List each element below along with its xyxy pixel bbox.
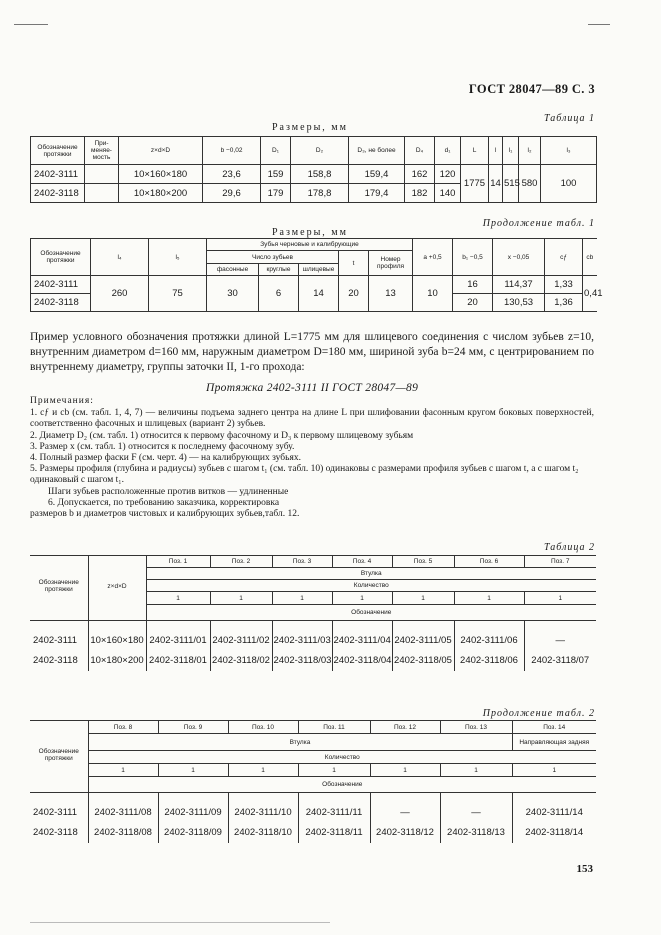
t2-h-zdD: z×d×D [88,568,146,605]
t2-h-pos3: Поз. 3 [272,556,332,568]
t1-r2-applicability [85,184,119,203]
t2b-r1-pos13: — [440,803,512,823]
t2-spacer-4 [210,621,272,631]
t2b-r2-pos9: 2402-3118/09 [158,823,228,843]
t1-r1-D1: 159 [261,165,291,184]
t2b-spacer-5 [298,793,370,803]
t1-r1-D2: 158,8 [291,165,349,184]
t1b-h-shlitsevye: шлицевые [299,264,339,276]
t1-r2-D4: 182 [405,184,435,203]
t1-r1-d1: 120 [435,165,461,184]
table2b-caption: Продолжение табл. 2 [482,708,595,719]
t2-h-pos6: Поз. 6 [454,556,524,568]
t2b-h-designation-top [30,721,88,734]
t1b-a: 10 [413,276,453,312]
t2-h-count-2: 1 [210,592,272,605]
t2b-h-count-10: 1 [228,764,298,777]
t1b-h-count-group: Число зубьев [207,251,339,264]
t2b-h-pos14: Поз. 14 [512,721,596,734]
t2-spacer-5 [272,621,332,631]
t1-r2-zdD: 10×180×200 [119,184,203,203]
table1b-subtitle: Размеры, мм [272,227,348,238]
t2-h-designation-top [30,556,88,568]
t2b-spacer-2 [88,793,158,803]
note-3: 3. Размер x (см. табл. 1) относится к последнему фасочному зубу. [30,442,295,452]
t2-h-count-1: 1 [146,592,210,605]
t2-r2-pos3: 2402-3118/03 [272,651,332,671]
t1-r2-D1: 179 [261,184,291,203]
t1b-fasonnye: 30 [207,276,259,312]
t2-h-zdD-top [88,556,146,568]
table1-caption: Таблица 1 [544,113,595,124]
t1-l1: 515 [503,165,519,203]
t2b-r1-pos9: 2402-3111/09 [158,803,228,823]
t2b-h-pos13: Поз. 13 [440,721,512,734]
t1b-r2-cf: 1,36 [545,294,583,312]
scan-mark-bottom [30,922,330,923]
note-5b: Шаги зубьев расположенные против витков — удлиненные [48,487,289,497]
t2-h-designation: Обозначение протяжки [30,568,88,605]
t2-r1-pos3: 2402-3111/03 [272,631,332,651]
t2b-h-count-12: 1 [370,764,440,777]
t2-spacer-9 [524,621,596,631]
t2b-r2-pos13: 2402-3118/13 [440,823,512,843]
t2-r1-pos7: — [524,631,596,651]
t1b-h-kruglye: круглые [259,264,299,276]
t2b-r1-pos12: — [370,803,440,823]
t1-l2: 580 [519,165,541,203]
t2b-h-pos8: Поз. 8 [88,721,158,734]
t1-r2-b: 29,6 [203,184,261,203]
t2b-spacer-7 [440,793,512,803]
t1b-h-x: x −0,05 [493,239,545,276]
t2-r1-pos1: 2402-3111/01 [146,631,210,651]
table2 [30,555,596,671]
t2-r2-zdD: 10×180×200 [88,651,146,671]
t2b-h-pos9: Поз. 9 [158,721,228,734]
t2-r1-zdD: 10×160×180 [88,631,146,651]
t2b-h-pos11: Поз. 11 [298,721,370,734]
t2b-r2-pos12: 2402-3118/12 [370,823,440,843]
t1-L: 1775 [461,165,489,203]
t1b-r1-x: 114,37 [493,276,545,294]
t1-r1-D3: 159,4 [349,165,405,184]
t1b-h-a: a +0,5 [413,239,453,276]
t2b-r2-pos11: 2402-3118/11 [298,823,370,843]
t1b-h-cf: cƒ [545,239,583,276]
t2-h-count-3: 1 [272,592,332,605]
t1b-r2-x: 130,53 [493,294,545,312]
example-text: Пример условного обозначения протяжки длиной L=1775 мм для шлицевого соединения с числом зубьев z=10, внутренним диаметром d=160 мм, наружным диаметром D=180 мм, шириной зуба b=24 мм, с центрированием по внутреннему диаметру, группы заточки II, 1-го прохода: [30,331,594,373]
t1-h-D2: D₂ [291,137,349,165]
t2b-h-designation: Обозначение протяжки [30,734,88,777]
t2-r2-pos1: 2402-3118/01 [146,651,210,671]
t2b-spacer-8 [512,793,596,803]
t1b-h-cb: cb [583,239,597,276]
t2-r2-pos4: 2402-3118/04 [332,651,392,671]
note-4: 4. Полный размер фаски F (см. черт. 4) — на калибрующих зубьях. [30,453,301,463]
t2-h-kolichestvo: Количество [146,580,596,592]
t2-r1-pos2: 2402-3111/02 [210,631,272,651]
t2-r2-pos7: 2402-3118/07 [524,651,596,671]
scan-mark-right [588,24,610,25]
note-1: 1. cƒ и cb (см. табл. 1, 4, 7) — величины подъема заднего центра на длине L при шлифовании фасонным кругом боковых поверхностей, соответственно фасочных и шлицевых (вариант 2) зубьев. [30,408,594,429]
page-number: 153 [576,863,593,875]
t1-h-l2: l₂ [519,137,541,165]
t1-h-d1: d₁ [435,137,461,165]
t1-r1-D4: 162 [405,165,435,184]
t2-r1-pos4: 2402-3111/04 [332,631,392,651]
t1b-r2-b1: 20 [453,294,493,312]
t2-h-pos2: Поз. 2 [210,556,272,568]
t1-l3: 100 [541,165,597,203]
t1b-r1-b1: 16 [453,276,493,294]
page-header: ГОСТ 28047—89 С. 3 [468,82,595,96]
table1 [30,136,597,203]
t2b-h-vtulka: Втулка [88,734,512,751]
scan-mark-left [14,24,48,25]
t2b-h-designation-bottom [30,777,88,793]
table1-subtitle: Размеры, мм [272,122,348,133]
t1b-cb: 0,41 [583,276,597,312]
t2b-h-count-9: 1 [158,764,228,777]
t1-h-l1: l₁ [503,137,519,165]
note-6b: размеров b и диаметров чистовых и калибрующих зубьев,табл. 12. [30,509,300,519]
t2b-r1-pos8: 2402-3111/08 [88,803,158,823]
t2-r2-designation: 2402-3118 [30,651,88,671]
t1b-h-b1: b₁ −0,5 [453,239,493,276]
t1b-r1-designation: 2402-3111 [31,276,91,294]
t2-h-pos4: Поз. 4 [332,556,392,568]
t2b-h-count-13: 1 [440,764,512,777]
t1-h-l: l [489,137,503,165]
t1-r2-D3: 179,4 [349,184,405,203]
t2b-r2-designation: 2402-3118 [30,823,88,843]
t2-h-count-7: 1 [524,592,596,605]
t1-r2-d1: 140 [435,184,461,203]
t2-r1-designation: 2402-3111 [30,631,88,651]
t2-h-count-6: 1 [454,592,524,605]
t2-spacer-8 [454,621,524,631]
t1-r2-designation: 2402-3118 [31,184,85,203]
t2b-h-count-11: 1 [298,764,370,777]
t2-spacer-7 [392,621,454,631]
t1-h-b: b −0,02 [203,137,261,165]
t1b-t: 20 [339,276,369,312]
t1-r1-applicability [85,165,119,184]
t1b-h-profile: Номер профиля [369,251,413,276]
t1b-r1-cf: 1,33 [545,276,583,294]
t2-h-pos1: Поз. 1 [146,556,210,568]
t1-h-D4: D₄ [405,137,435,165]
t2b-h-count-14: 1 [512,764,596,777]
t1-r1-designation: 2402-3111 [31,165,85,184]
t2-spacer-3 [146,621,210,631]
t1b-profile: 13 [369,276,413,312]
t1-r1-b: 23,6 [203,165,261,184]
t1-r2-D2: 178,8 [291,184,349,203]
t2b-h-kolichestvo: Количество [88,751,596,764]
t1b-h-group: Зубья черновые и калибрующие [207,239,413,251]
t1-r1-zdD: 10×160×180 [119,165,203,184]
t1b-h-l4: l₄ [91,239,149,276]
t2b-spacer-6 [370,793,440,803]
table2b [30,720,596,843]
t2b-h-napravl: Направляющая задняя [512,734,596,751]
t2b-h-oboznachenie: Обозначение [88,777,596,793]
table2-caption: Таблица 2 [544,542,595,553]
t2-h-designation-bottom [30,605,88,621]
t2-h-count-5: 1 [392,592,454,605]
t2-h-oboznachenie: Обозначение [146,605,596,621]
t2-r2-pos6: 2402-3118/06 [454,651,524,671]
t2b-r2-pos10: 2402-3118/10 [228,823,298,843]
t2-r2-pos2: 2402-3118/02 [210,651,272,671]
t2b-r1-pos11: 2402-3111/11 [298,803,370,823]
t1-l: 14 [489,165,503,203]
t1b-l5: 75 [149,276,207,312]
t1-h-applicability: При-меняе-мость [85,137,119,165]
t2-spacer-2 [88,621,146,631]
t1b-h-t: t [339,251,369,276]
t2b-spacer-3 [158,793,228,803]
t1-h-D3: D₃, не более [349,137,405,165]
note-6: 6. Допускается, по требованию заказчика, корректировка [48,498,280,508]
t1b-h-fasonnye: фасонные [207,264,259,276]
t1-h-designation: Обозначение протяжки [31,137,85,165]
t2-h-vtulka: Втулка [146,568,596,580]
t1b-h-l5: l₅ [149,239,207,276]
t1-h-zdD: z×d×D [119,137,203,165]
t2b-spacer-4 [228,793,298,803]
t2b-h-count-8: 1 [88,764,158,777]
table1b-caption: Продолжение табл. 1 [482,218,595,229]
t2b-r1-pos14: 2402-3111/14 [512,803,596,823]
table1b [30,238,603,312]
t2-r1-pos6: 2402-3111/06 [454,631,524,651]
t2-h-count-4: 1 [332,592,392,605]
t2b-spacer-1 [30,793,88,803]
t1b-h-designation: Обозначение протяжки [31,239,91,276]
notes-title: Примечания: [30,396,94,406]
t1b-r2-designation: 2402-3118 [31,294,91,312]
t2b-r1-pos10: 2402-3111/10 [228,803,298,823]
t2-h-pos5: Поз. 5 [392,556,454,568]
t1b-kruglye: 6 [259,276,299,312]
t2b-r2-pos8: 2402-3118/08 [88,823,158,843]
t2-r1-pos5: 2402-3111/05 [392,631,454,651]
t2-h-pos7: Поз. 7 [524,556,596,568]
t2-r2-pos5: 2402-3118/05 [392,651,454,671]
t2b-r1-designation: 2402-3111 [30,803,88,823]
t1-h-l3: l₃ [541,137,597,165]
example-designation: Протяжка 2402-3111 II ГОСТ 28047—89 [206,382,419,394]
t2b-h-pos10: Поз. 10 [228,721,298,734]
t2b-r2-pos14: 2402-3118/14 [512,823,596,843]
t1-h-D1: D₁ [261,137,291,165]
t2-h-zdD-bottom [88,605,146,621]
t2b-h-pos12: Поз. 12 [370,721,440,734]
note-5: 5. Размеры профиля (глубина и радиусы) зубьев с шагом t₁ (см. табл. 10) одинаковы с размерами профиля зубьев с шагом t, а с шагом t₂ одинаковый с шагом t₁. [30,464,579,485]
t1b-l4: 260 [91,276,149,312]
t2-spacer-1 [30,621,88,631]
note-2: 2. Диаметр D₂ (см. табл. 1) относится к первому фасочному и D₃ к первому шлицевому зубьям [30,431,414,441]
t1b-shlitsevye: 14 [299,276,339,312]
t2-spacer-6 [332,621,392,631]
t1-h-L: L [461,137,489,165]
